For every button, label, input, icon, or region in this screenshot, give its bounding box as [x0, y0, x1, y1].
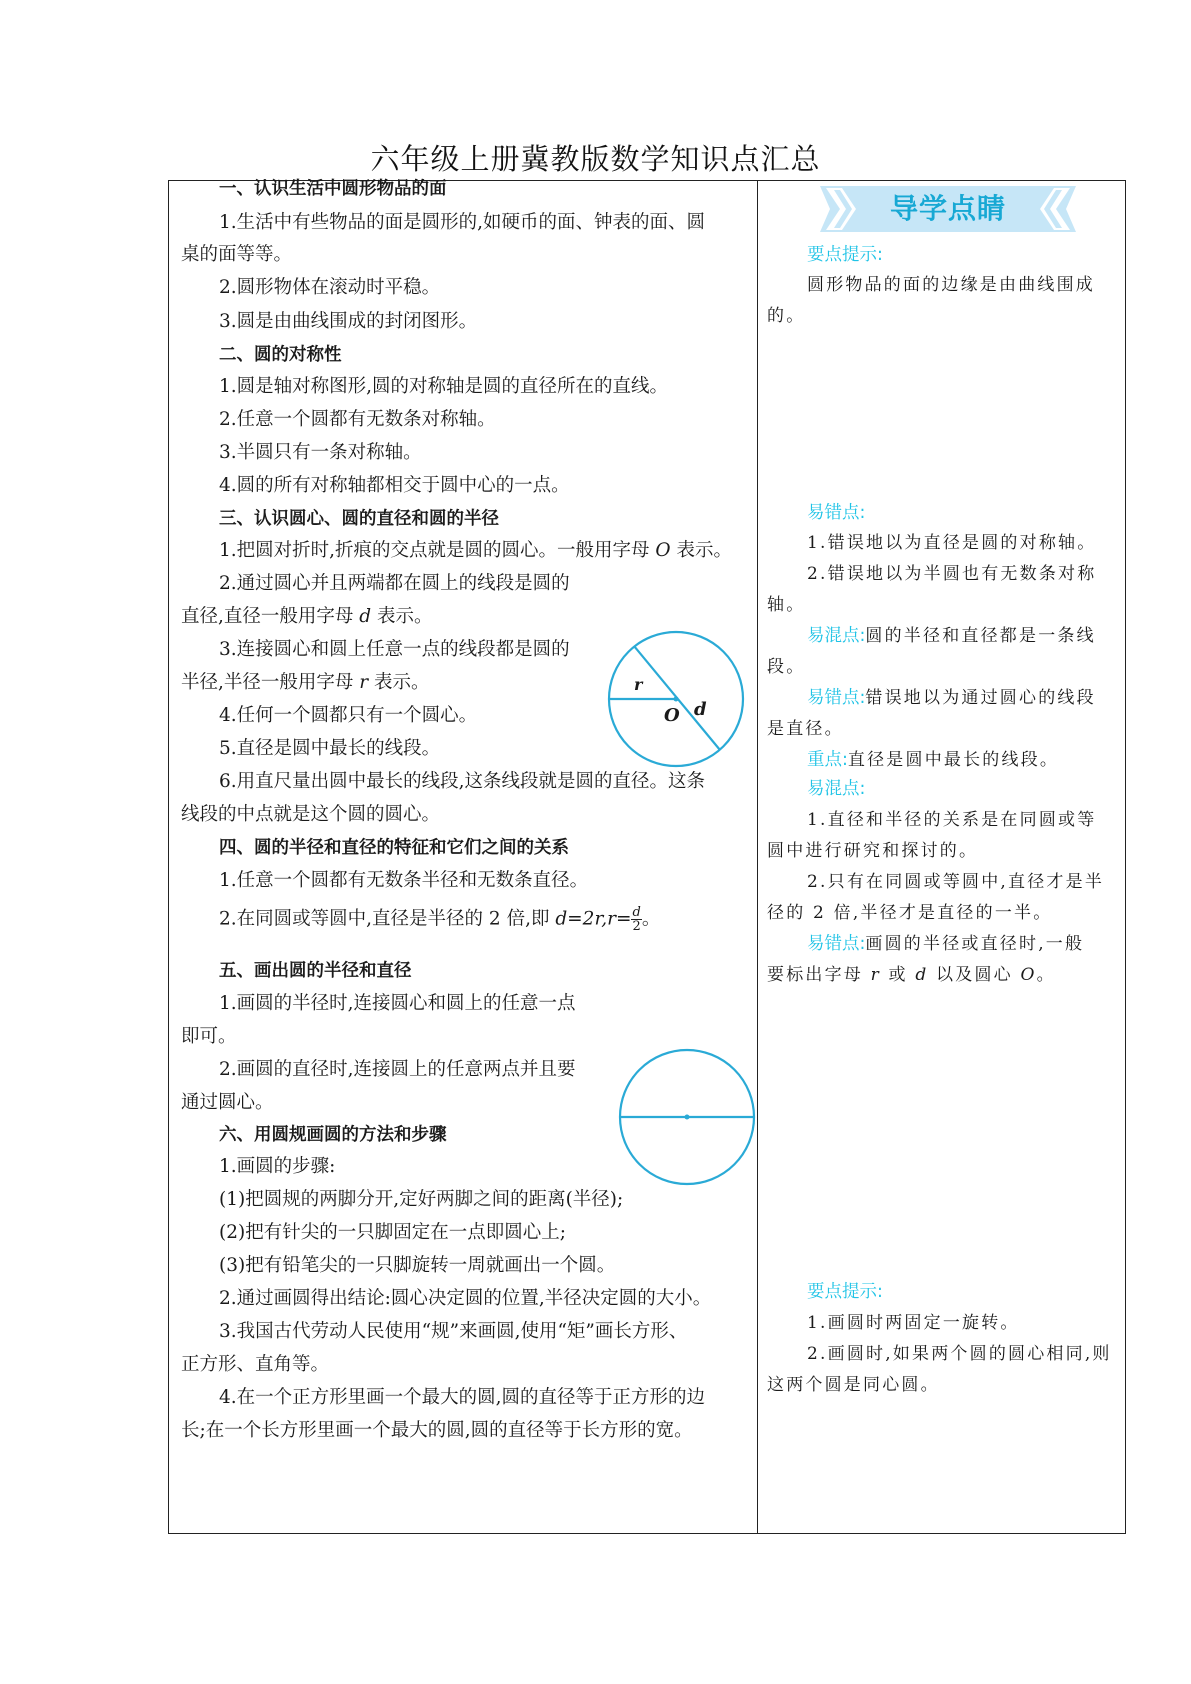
paragraph: 3.圆是由曲线围成的封闭图形。 — [219, 311, 478, 332]
confusion-label: 易混点: — [807, 779, 866, 799]
tip-text: 2.画圆时,如果两个圆的圆心相同,则 — [807, 1344, 1112, 1364]
paragraph: 1.生活中有些物品的面是圆形的,如硬币的面、钟表的面、圆 — [219, 212, 706, 233]
label-r: r — [634, 675, 643, 694]
paragraph: 长;在一个长方形里画一个最大的圆,圆的直径等于长方形的宽。 — [181, 1420, 693, 1441]
section-heading: 四、圆的半径和直径的特征和它们之间的关系 — [219, 838, 569, 858]
paragraph: 1.圆是轴对称图形,圆的对称轴是圆的直径所在的直线。 — [219, 376, 669, 397]
paragraph: 5.直径是圆中最长的线段。 — [219, 738, 441, 759]
confusion-text: 段。 — [767, 657, 806, 677]
paragraph: 通过圆心。 — [181, 1092, 274, 1113]
column-divider — [757, 181, 758, 1533]
paragraph: 4.圆的所有对称轴都相交于圆中心的一点。 — [219, 475, 570, 496]
tip-label: 要点提示: — [807, 245, 883, 265]
section-heading: 六、用圆规画圆的方法和步骤 — [219, 1125, 447, 1145]
paragraph: 1.画圆的步骤: — [219, 1156, 336, 1177]
page-title: 六年级上册冀教版数学知识点汇总 — [370, 142, 821, 176]
paragraph: 1.画圆的半径时,连接圆心和圆上的任意一点 — [219, 993, 576, 1014]
paragraph: 2.画圆的直径时,连接圆上的任意两点并且要 — [219, 1059, 576, 1080]
error-text: 要标出字母 r 或 d 以及圆心 O。 — [767, 965, 1056, 985]
label-o: O — [664, 705, 680, 726]
paragraph: 2.通过画圆得出结论:圆心决定圆的位置,半径决定圆的大小。 — [219, 1288, 712, 1309]
paragraph: 3.半圆只有一条对称轴。 — [219, 442, 422, 463]
paragraph: 半径,半径一般用字母 r 表示。 — [181, 672, 430, 693]
knowledge-table — [168, 180, 1126, 1534]
paragraph: 3.连接圆心和圆上任意一点的线段都是圆的 — [219, 639, 570, 660]
confusion-text: 圆中进行研究和探讨的。 — [767, 841, 979, 861]
banner-title: 导学点睛 — [889, 192, 1006, 225]
section-heading: 三、认识圆心、圆的直径和圆的半径 — [219, 509, 499, 529]
tip-label: 要点提示: — [807, 1282, 883, 1302]
confusion-text: 径的 2 倍,半径才是直径的一半。 — [767, 903, 1053, 923]
circle-radius-diameter-figure — [604, 627, 748, 771]
confusion-text: 2.只有在同圆或等圆中,直径才是半 — [807, 872, 1105, 892]
paragraph: 线段的中点就是这个圆的圆心。 — [181, 804, 441, 825]
error-text: 轴。 — [767, 595, 806, 615]
key-point: 重点:直径是圆中最长的线段。 — [807, 750, 1060, 770]
circle-diameter-icon — [617, 1047, 757, 1187]
error-point: 易错点:错误地以为通过圆心的线段 — [807, 688, 1096, 708]
paragraph: 1.把圆对折时,折痕的交点就是圆的圆心。一般用字母 O 表示。 — [219, 540, 732, 561]
paragraph: 4.在一个正方形里画一个最大的圆,圆的直径等于正方形的边 — [219, 1387, 706, 1408]
label-d: d — [694, 699, 707, 720]
paragraph: 3.我国古代劳动人民使用“规”来画圆,使用“矩”画长方形、 — [219, 1321, 688, 1342]
tip-text: 圆形物品的面的边缘是由曲线围成 — [807, 275, 1095, 295]
confusion-point: 易混点:圆的半径和直径都是一条线 — [807, 626, 1096, 646]
section-heading: 二、圆的对称性 — [219, 345, 342, 365]
tip-text: 的。 — [767, 306, 806, 326]
paragraph: 2.圆形物体在滚动时平稳。 — [219, 277, 441, 298]
circle-diagram-icon — [604, 627, 748, 771]
error-text: 是直径。 — [767, 719, 844, 739]
paragraph: 直径,直径一般用字母 d 表示。 — [181, 606, 433, 627]
error-label: 易错点: — [807, 503, 866, 523]
circle-diameter-figure — [617, 1047, 757, 1187]
section-heading: 一、认识生活中圆形物品的面 — [219, 179, 447, 199]
tip-text: 1.画圆时两固定一旋转。 — [807, 1313, 1020, 1333]
error-text: 1.错误地以为直径是圆的对称轴。 — [807, 533, 1097, 553]
paragraph: 正方形、直角等。 — [181, 1354, 330, 1375]
tip-text: 这两个圆是同心圆。 — [767, 1375, 940, 1395]
paragraph: 2.任意一个圆都有无数条对称轴。 — [219, 409, 496, 430]
paragraph: 2.通过圆心并且两端都在圆上的线段是圆的 — [219, 573, 570, 594]
step-item: (2)把有针尖的一只脚固定在一点即圆心上; — [219, 1222, 566, 1243]
error-text: 2.错误地以为半圆也有无数条对称 — [807, 564, 1097, 584]
paragraph: 4.任何一个圆都只有一个圆心。 — [219, 705, 478, 726]
fraction: $\frac{d}{2}$ — [632, 905, 641, 934]
paragraph: 即可。 — [181, 1026, 237, 1047]
section-heading: 五、画出圆的半径和直径 — [219, 961, 412, 981]
step-item: (3)把有铅笔尖的一只脚旋转一周就画出一个圆。 — [219, 1255, 616, 1276]
confusion-text: 1.直径和半径的关系是在同圆或等 — [807, 810, 1097, 830]
paragraph: 桌的面等等。 — [181, 244, 293, 265]
step-item: (1)把圆规的两脚分开,定好两脚之间的距离(半径); — [219, 1189, 624, 1210]
paragraph: 6.用直尺量出圆中最长的线段,这条线段就是圆的直径。这条 — [219, 771, 706, 792]
error-point: 易错点:画圆的半径或直径时,一般 — [807, 934, 1085, 954]
paragraph: 1.任意一个圆都有无数条半径和无数条直径。 — [219, 870, 589, 891]
formula-paragraph: 2.在同圆或等圆中,直径是半径的 2 倍,即 d=2r,r= $\frac{d}{2}$ 。 — [219, 905, 661, 934]
